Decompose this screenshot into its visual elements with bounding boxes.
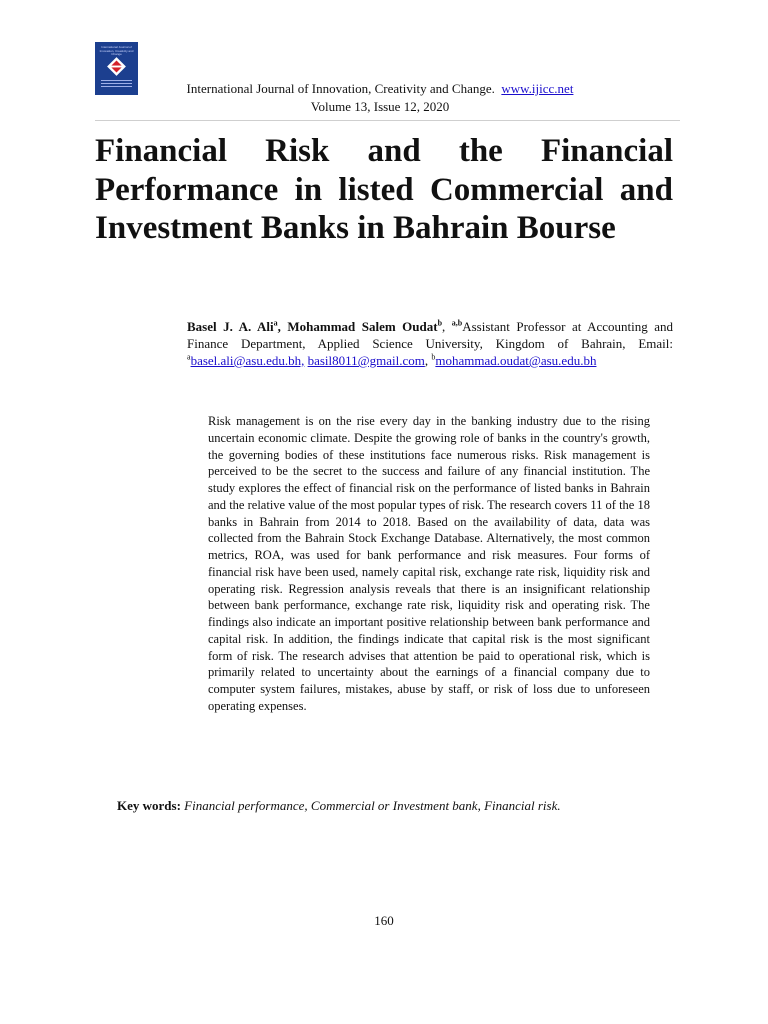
affiliation: Assistant Professor at Accounting and Finance Department, Applied Science University, Kingdom of Bahrain, Email: (187, 319, 673, 351)
email-comma: , (424, 353, 429, 368)
logo-title: International Journal of Innovation, Creativity and Change (99, 45, 134, 56)
abstract: Risk management is on the rise every day in the banking industry due to the rising uncertain economic climate. Despite the growing role of banks in the country's growth, the governing bodies of these institutions face numerous risks. Risk management is perceived to be the secret to the success and failure of any financial institution. The study explores the effect of financial risk on the performance of listed banks in Bahrain and the relative value of the most popular types of risk. The research covers 11 of the 18 banks in Bahrain from 2014 to 2018. Based on the availability of data, data was collected from the Bahrain Stock Exchange Database. Alternatively, the most common metrics, ROA, was used for bank performance and risk measures. Four forms of financial risk have been used, namely capital risk, exchange rate risk, liquidity risk and operating risk. Regression analysis reveals that there is an insignificant relationship between bank performance, exchange rate risk, liquidity risk and operating risk. The findings also indicate an important positive relationship between bank performance and capital risk. In addition, the findings indicate that capital risk is the most significant form of risk. The research advises that attention be paid to operational risk, which is primarily related to uncertainty about the earnings of a financial company due to computer system failures, mistakes, abuse by staff, or risk of loss due to unforeseen operating expenses. (208, 414, 650, 713)
email-link-a2[interactable]: basil8011@gmail.com (307, 353, 425, 368)
page-number: 160 (374, 913, 394, 928)
author-1: Basel J. A. Ali (187, 319, 274, 334)
author-separator: , (277, 319, 288, 334)
journal-header (140, 80, 620, 116)
journal-name: International Journal of Innovation, Creativity and Change. (186, 81, 495, 96)
journal-logo (95, 42, 138, 95)
keywords-text: Financial performance, Commercial or Investment bank, Financial risk. (184, 798, 561, 813)
author-1-sup: a (273, 318, 278, 328)
email-b-sup: b (431, 352, 436, 362)
email-link-b[interactable]: mohammad.oudat@asu.edu.bh (435, 353, 597, 368)
article-title: Financial Risk and the Financial Performance in listed Commercial and Investment Banks in Bahrain Bourse (95, 133, 673, 246)
keywords-label: Key words: (117, 798, 181, 813)
logo-decoration (101, 80, 132, 90)
email-a-sup: a (187, 352, 191, 362)
header-divider (95, 120, 680, 121)
email-link-a1[interactable]: basel.ali@asu.edu.bh, (190, 353, 305, 368)
journal-url-link[interactable]: www.ijicc.net (501, 81, 574, 96)
logo-diamond-icon (107, 57, 126, 76)
journal-volume: Volume 13, Issue 12, 2020 (310, 99, 450, 114)
author-2-sup: b (437, 318, 443, 328)
journal-name-line (140, 80, 620, 98)
author-block: Basel J. A. Ali$^a$, Mohammad Salem Oudat$^b$, $^{a,b}$Assistant Professor at Accounting and Finance Department, Applied Science University, Kingdom of Bahrain, Email: $^a$basel.ali@asu.edu.bh, basil8011@gmail.com, $^b$mohammad.oudat@asu.edu.bh (187, 318, 673, 368)
affiliation-sup: a,b (451, 318, 463, 328)
keywords (117, 797, 677, 814)
author-2: Mohammad Salem Oudat (287, 319, 438, 334)
